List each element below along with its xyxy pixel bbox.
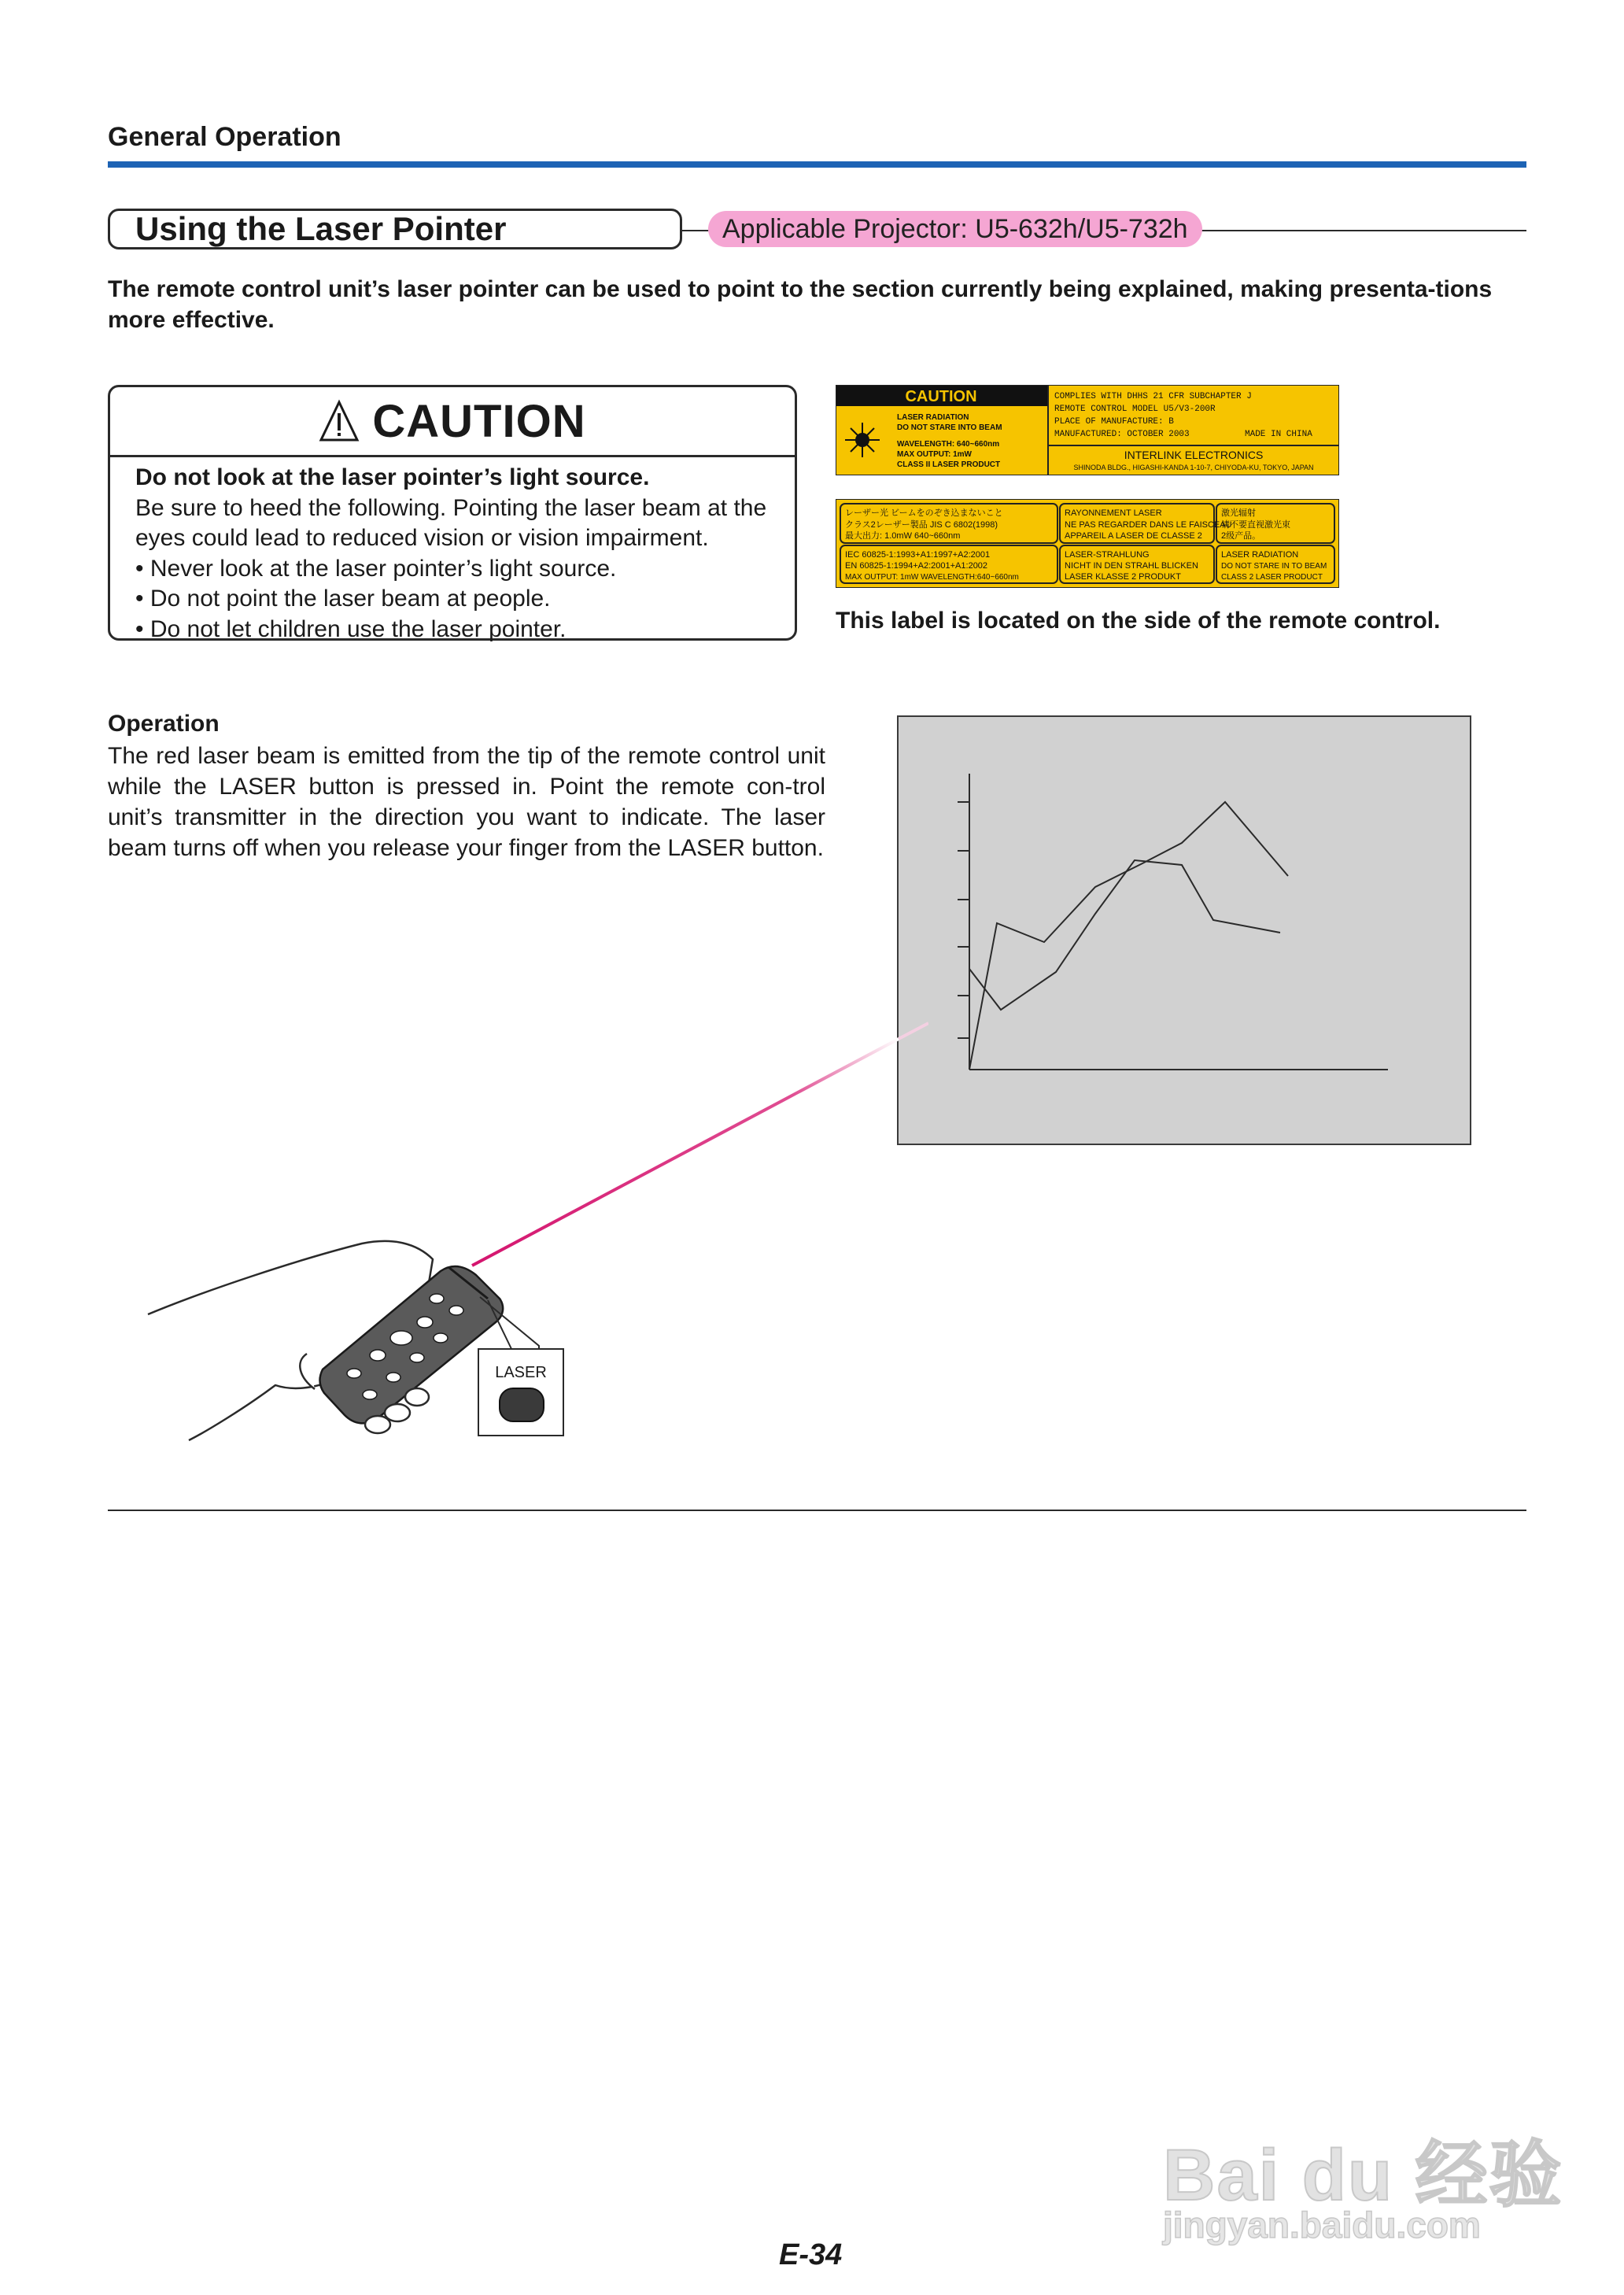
operation-text: The red laser beam is emitted from the tip of the remote control unit while the LASER button is pressed in. Point the remote con-trol unit’s transmitter in the direction you want to indicate. The laser beam turns off when you release your finger from the LASER button. xyxy=(108,743,825,861)
label2-en: DO NOT STARE IN TO BEAM xyxy=(1221,562,1327,571)
label2-fr: NE PAS REGARDER DANS LE FAISCEAU xyxy=(1065,520,1232,530)
label1-left-line: DO NOT STARE INTO BEAM xyxy=(897,423,1002,432)
label2-en: CLASS 2 LASER PRODUCT xyxy=(1221,573,1323,582)
caution-bullet: • Do not point the laser beam at people. xyxy=(135,586,551,612)
caution-text: Be sure to heed the following. Pointing the laser beam at the eyes could lead to reduced vision or vision impairment. xyxy=(135,494,767,551)
laser-button[interactable] xyxy=(499,1388,544,1422)
label1-right-line: MANUFACTURED: OCTOBER 2003 xyxy=(1054,430,1190,439)
watermark-url: jingyan.baidu.com xyxy=(1163,2204,1481,2245)
label2-de: LASER-STRAHLUNG xyxy=(1065,550,1150,560)
label2-fr: RAYONNEMENT LASER xyxy=(1065,508,1162,518)
label1-left-line: CLASS II LASER PRODUCT xyxy=(897,460,1001,469)
label1-right-line: COMPLIES WITH DHHS 21 CFR SUBCHAPTER J xyxy=(1054,392,1252,401)
screen-graph-illustration xyxy=(899,717,1470,1144)
label2-cn: 激光辐射 xyxy=(1221,508,1256,518)
label2-de: NICHT IN DEN STRAHL BLICKEN xyxy=(1065,561,1198,571)
caution-bullet: • Never look at the laser pointer’s light source. xyxy=(135,555,617,582)
laser-label-2 xyxy=(836,499,1339,588)
label2-jp: クラス2レーザー製品 JIS C 6802(1998) xyxy=(845,520,998,530)
caution-body xyxy=(135,463,781,645)
label2-iec: EN 60825-1:1994+A2:2001+A1:2002 xyxy=(845,561,988,571)
label2-fr: APPAREIL A LASER DE CLASSE 2 xyxy=(1065,531,1202,541)
laser-button-callout xyxy=(478,1348,564,1436)
label1-left-line: MAX OUTPUT: 1mW xyxy=(897,450,972,459)
warning-icon xyxy=(319,399,360,443)
page-number: E-34 xyxy=(779,2238,843,2271)
header-rule xyxy=(108,161,1526,168)
label1-caution: CAUTION xyxy=(905,388,977,405)
bottom-rule xyxy=(108,1510,1526,1511)
label2-jp: レーザー光 ビームをのぞき込まないこと xyxy=(845,508,1003,518)
label1-right-line: MADE IN CHINA xyxy=(1245,430,1312,439)
label-caption: This label is located on the side of the remote control. xyxy=(836,608,1441,634)
label2-iec: IEC 60825-1:1993+A1:1997+A2:2001 xyxy=(845,550,991,560)
label2-iec: MAX OUTPUT: 1mW WAVELENGTH:640~660nm xyxy=(845,573,1019,582)
label1-right-line: REMOTE CONTROL MODEL U5/V3-200R xyxy=(1054,405,1216,414)
laser-button-label: LASER xyxy=(495,1364,547,1381)
caution-box xyxy=(108,385,797,641)
label1-company: INTERLINK ELECTRONICS xyxy=(1124,449,1264,461)
label2-en: LASER RADIATION xyxy=(1221,550,1299,560)
caution-bullet: • Do not let children use the laser pointer. xyxy=(135,615,567,642)
projection-screen xyxy=(897,715,1471,1145)
laser-label-1 xyxy=(836,385,1339,475)
hand-remote-laser-illustration xyxy=(142,756,928,1448)
page-title: Using the Laser Pointer xyxy=(108,209,682,249)
label1-left-line: LASER RADIATION xyxy=(897,413,969,422)
operation-title: Operation xyxy=(108,711,220,737)
label1-address: SHINODA BLDG., HIGASHI-KANDA 1-10-7, CHIYODA-KU, TOKYO, JAPAN xyxy=(1073,464,1314,471)
caution-bold-line: Do not look at the laser pointer’s light source. xyxy=(135,464,650,490)
label1-right-line: PLACE OF MANUFACTURE: B xyxy=(1054,417,1174,427)
laser-beam xyxy=(472,1023,928,1266)
label2-jp: 最大出力: 1.0mW 640~660nm xyxy=(845,531,961,541)
label2-cn: 2级产品。 xyxy=(1221,531,1261,541)
section-header: General Operation xyxy=(108,122,341,152)
applicable-projector-badge: Applicable Projector: U5-632h/U5-732h xyxy=(708,211,1202,247)
intro-paragraph: The remote control unit’s laser pointer can be used to point to the section currently being explained, making presenta-tions more effective. xyxy=(108,276,1493,333)
caution-heading: CAUTION xyxy=(372,395,586,447)
watermark-logo: Bai du 经验 xyxy=(1163,2135,1563,2216)
label2-cn: 请不要直视激光束 xyxy=(1221,520,1290,530)
label1-left-line: WAVELENGTH: 640~660nm xyxy=(897,440,1000,449)
label2-de: LASER KLASSE 2 PRODUKT xyxy=(1065,572,1181,582)
caution-header xyxy=(110,387,795,457)
